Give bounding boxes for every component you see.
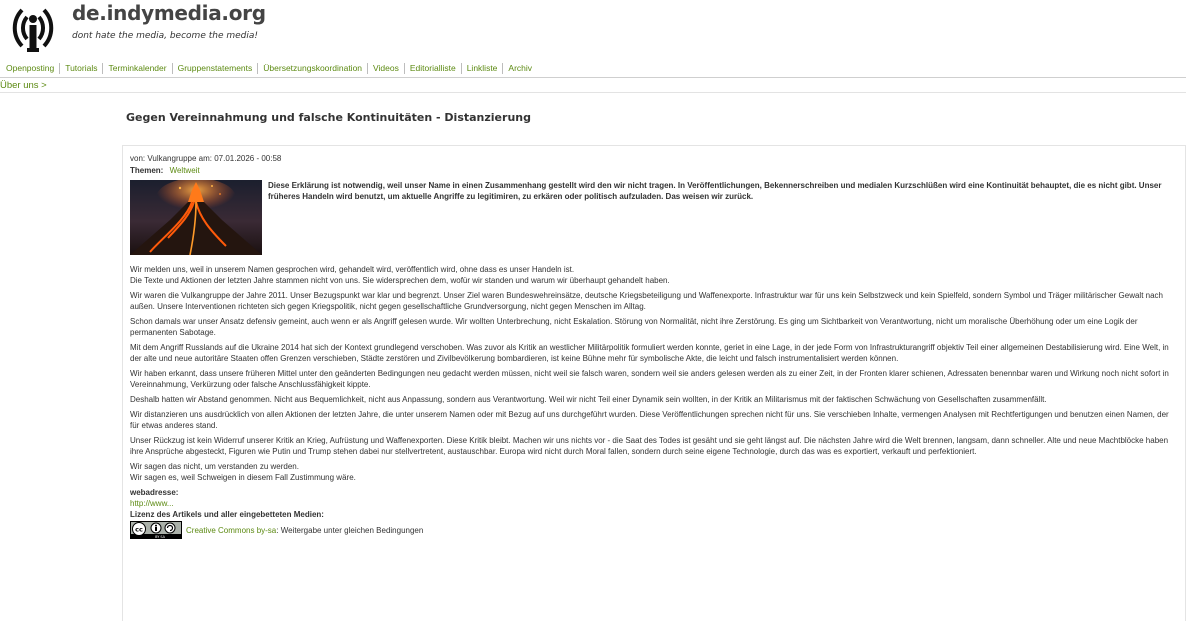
site-title[interactable]: de.indymedia.org: [72, 1, 266, 25]
cc-badge-text: BY SA: [155, 534, 165, 539]
article-meta: von: Vulkangruppe am: 07.01.2026 - 00:58: [130, 154, 282, 163]
nav-videos[interactable]: Videos: [368, 63, 405, 74]
body-paragraph: Mit dem Angriff Russlands auf die Ukraine 2014 hat sich der Kontext grundlegend verschoben. Was zuvor als Kritik an westlicher Militärpolitik formuliert werden konnte, geriet in eine Lage, in der jede Form von Infrastrukturangriff objektiv Teil einer allgemeinen Destabilisierung wird. Eine Welt, in der alte und neue autoritäre Staaten offen Grenzen verschieben, Städte zerstören und Zivilbevölkerung bombardieren, ist keine Bühne mehr für symbolische Akte, die leicht und falsch instrumentalisiert werden können.: [130, 343, 1169, 363]
article-content: [130, 150, 1176, 539]
cc-by-sa-badge-icon[interactable]: [130, 521, 182, 539]
article-lead: [130, 180, 1176, 255]
webaddress-label: webadresse:: [130, 488, 179, 497]
lead-paragraph: Diese Erklärung ist notwendig, weil unser Name in einen Zusammenhang gestellt wird den wir nicht tragen. In Veröffentlichungen, Bekennerschreiben und medialen Kurzschlüßen wird eine Kontinuität behauptet, die es nicht gibt. Unser früheres Handeln wird benutzt, um aktuelle Angriffe zu legitimiren, zu erkären oder politisch aufzuladen. Das weisen wir zurück.: [268, 181, 1162, 201]
license-description: : Weitergabe unter gleichen Bedingungen: [276, 525, 424, 535]
nav-editorialliste[interactable]: Editorialliste: [405, 63, 462, 74]
indymedia-logo-icon[interactable]: [0, 2, 66, 54]
nav-terminkalender[interactable]: Terminkalender: [103, 63, 172, 74]
nav-divider: [0, 77, 1186, 78]
topic-link-weltweit[interactable]: Weltweit: [169, 166, 200, 175]
nav-uebersetzungskoordination[interactable]: Übersetzungskoordination: [258, 63, 368, 74]
license-link[interactable]: Creative Commons by-sa: [186, 525, 277, 535]
nav-linkliste[interactable]: Linkliste: [462, 63, 504, 74]
body-paragraph: Schon damals war unser Ansatz defensiv gemeint, auch wenn er als Angriff gelesen wurde. Wir wollten Unterbrechung, nicht Eskalation. Störung von Normalität, nicht ihre Zerstörung. Es ging um Sichtbarkeit von Verantwortung, nicht um moralische Überhöhung oder um eine Logik der permanenten Sabotage.: [130, 317, 1138, 337]
body-paragraph: Wir sagen das nicht, um verstanden zu werden. Wir sagen es, weil Schweigen in diesem Fall Zustimmung wäre.: [130, 462, 356, 482]
site-header: [0, 0, 1200, 56]
body-paragraph: Wir distanzieren uns ausdrücklich von allen Aktionen der letzten Jahre, die unter unserem Namen oder mit Bezug auf uns durchgeführt wurden. Diese Veröffentlichungen sprechen nicht für uns. Sie verschieben Inhalte, vermengen Analysen mit Rechtfertigungen und benutzen einen Namen, der für etwas anderes stand.: [130, 410, 1169, 430]
article-topics: [130, 165, 1176, 176]
webaddress-link[interactable]: http://www...: [130, 499, 174, 508]
body-paragraph: [130, 264, 1176, 286]
license-row: [130, 521, 1176, 539]
license-label: Lizenz des Artikels und aller eingebetteten Medien:: [130, 510, 324, 519]
nav-openposting[interactable]: Openposting: [0, 63, 60, 74]
article-title: Gegen Vereinnahmung und falsche Kontinuitäten - Distanzierung: [126, 111, 531, 124]
main-nav: [0, 61, 537, 75]
svg-text:cc: cc: [135, 525, 143, 534]
nav-tutorials[interactable]: Tutorials: [60, 63, 103, 74]
body-paragraph: Wir haben erkannt, dass unsere früheren Mittel unter den geänderten Bedingungen neu gedacht werden müssen, nicht weil sie falsch waren, sondern weil sie anders gelesen werden als zu einer Zeit, in der Fronten klarer schienen, Adressaten benennbar waren und Wirkung noch nicht sofort in Vereinnahmung, Verkürzung oder falsche Anschlussfähigkeit kippte.: [130, 369, 1169, 389]
body-paragraph: Wir waren die Vulkangruppe der Jahre 2011. Unser Bezugspunkt war klar und begrenzt. Unser Ziel waren Bundeswehreinsätze, deutsche Kriegsbeteiligung und Waffenexporte. Infrastruktur war für uns kein Selbstzweck und kein Spielfeld, sondern Symbol und Träger militärischer Gewalt nach außen. Unsere Interventionen richteten sich gegen Kriegspolitik, nicht gegen gesellschaftliche Grundversorgung, nicht gegen Menschen im Alltag.: [130, 291, 1163, 311]
body-paragraph: Unser Rückzug ist kein Widerruf unserer Kritik an Krieg, Aufrüstung und Waffenexporten. Diese Kritik bleibt. Machen wir uns nichts vor - die Saat des Todes ist gesäht und sie geht längst auf. Die nächsten Jahre wird die Welt brennen, langsam, dann schneller. Alte und neue Machtblöcke haben ihre Ansprüche abgesteckt, Figuren wie Putin und Trump stehen dabei nur stellvertretent, austauschbar. Europa wird nicht durch Moral fallen, sondern durch seine eigene Technologie, durch das was es exportiert, verkauft und perfektioniert.: [130, 436, 1169, 456]
site-slogan: dont hate the media, become the media!: [72, 31, 258, 41]
about-us-link[interactable]: Über uns >: [0, 80, 47, 91]
nav-gruppenstatements[interactable]: Gruppenstatements: [173, 63, 259, 74]
volcano-image[interactable]: [130, 180, 262, 255]
topics-label: Themen:: [130, 166, 164, 175]
paragraph-text: Wir melden uns, weil in unserem Namen gesprochen wird, gehandelt wird, veröffentlich wird, ohne dass es unser Handeln ist. Die Texte und Aktionen der letzten Jahre stammen nicht von uns. Sie widersprechen dem, wofür wir standen und warum wir überhaupt gehandelt haben.: [130, 265, 670, 285]
nav-archiv[interactable]: Archiv: [508, 62, 533, 73]
subnav-divider: [0, 92, 1186, 93]
body-paragraph: Deshalb hatten wir Abstand genommen. Nicht aus Bequemlichkeit, nicht aus Anpassung, sondern aus Verantwortung. Weil wir nicht Teil einer Dynamik sein wollten, in der Kritik an Militarismus mit der faktischen Schwächung von Gesellschaften zusammenfällt.: [130, 395, 1047, 404]
